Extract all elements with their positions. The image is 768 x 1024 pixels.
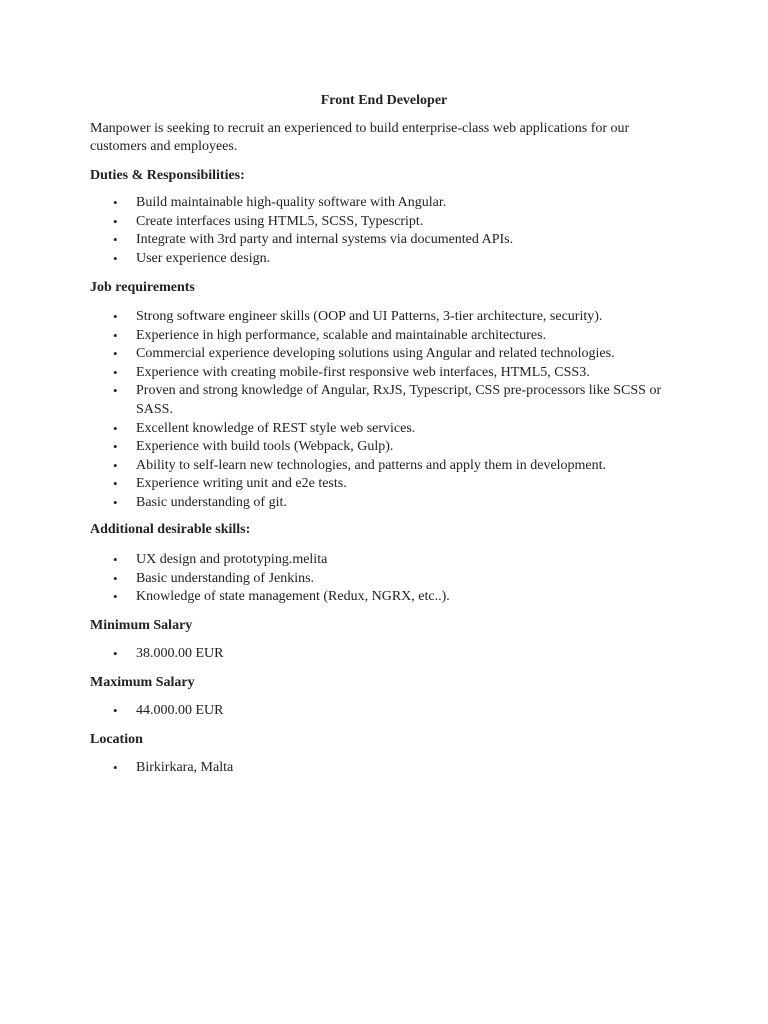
bullet-icon: • [113, 552, 118, 567]
bullet-icon: • [113, 383, 118, 399]
bullet-icon: • [113, 703, 118, 718]
bullet-icon: • [113, 476, 118, 492]
section-heading-duties: Duties & Responsibilities: [90, 168, 245, 183]
bullet-icon: • [113, 232, 118, 248]
bullet-icon: • [113, 364, 118, 380]
page-title: Front End Developer [320, 93, 448, 108]
list-item: • UX design and prototyping.melita [0, 551, 600, 570]
bullet-icon: • [113, 346, 118, 362]
list-item: • Ability to self-learn new technologies, and patterns and apply them in development. [0, 457, 600, 476]
list-item: • Proven and strong knowledge of Angular, RxJS, Typescript, CSS pre-processors like SCSS or SASS. [113, 383, 662, 417]
list-item: • Commercial experience developing solutions using Angular and related technologies. [0, 345, 600, 364]
list-item: • Build maintainable high-quality software with Angular. [0, 194, 600, 213]
list-item: • Integrate with 3rd party and internal systems via documented APIs. [0, 231, 600, 250]
bullet-icon: • [113, 760, 118, 775]
list-item: • Experience with creating mobile-first responsive web interfaces, HTML5, CSS3. [0, 364, 600, 383]
list-item: • Experience with build tools (Webpack, Gulp). [0, 438, 600, 457]
list-item: • Basic understanding of Jenkins. [0, 570, 600, 589]
list-item: • Strong software engineer skills (OOP and UI Patterns, 3-tier architecture, security). [0, 308, 600, 327]
requirements-list [0, 308, 662, 513]
list-item: • Excellent knowledge of REST style web services. [0, 420, 600, 439]
bullet-icon: • [113, 646, 118, 661]
bullet-icon: • [113, 570, 118, 586]
list-item: • Experience in high performance, scalable and maintainable architectures. [0, 327, 600, 346]
maximum-salary-list [0, 702, 600, 721]
bullet-icon: • [113, 327, 118, 343]
section-heading-location: Location [90, 732, 143, 747]
section-heading-additional-skills: Additional desirable skills: [90, 522, 251, 537]
bullet-icon: • [113, 589, 118, 605]
minimum-salary-list [0, 645, 600, 664]
list-item: • Experience writing unit and e2e tests. [0, 475, 600, 494]
duties-list [0, 194, 600, 268]
list-item: • Knowledge of state management (Redux, NGRX, etc..). [0, 588, 600, 607]
bullet-icon: • [113, 195, 118, 210]
bullet-icon: • [113, 420, 118, 436]
bullet-icon: • [113, 250, 118, 266]
section-heading-maximum-salary: Maximum Salary [90, 675, 195, 690]
additional-skills-list [0, 551, 600, 607]
section-heading-job-requirements: Job requirements [90, 280, 195, 295]
bullet-icon: • [113, 213, 118, 229]
intro-paragraph: Manpower is seeking to recruit an experienced to build enterprise-class web applications for our customers and employees. [90, 121, 630, 154]
list-item: • Basic understanding of git. [0, 494, 600, 513]
section-heading-minimum-salary: Minimum Salary [90, 618, 193, 633]
bullet-icon: • [113, 439, 118, 455]
list-item: • Birkirkara, Malta [0, 759, 600, 778]
bullet-icon: • [113, 309, 118, 324]
bullet-icon: • [113, 457, 118, 473]
list-item: • 38.000.00 EUR [0, 645, 600, 664]
bullet-icon: • [113, 494, 118, 510]
list-item: • User experience design. [0, 250, 600, 269]
list-item: • 44.000.00 EUR [0, 702, 600, 721]
location-list [0, 759, 600, 778]
list-item: • Create interfaces using HTML5, SCSS, Typescript. [0, 213, 600, 232]
